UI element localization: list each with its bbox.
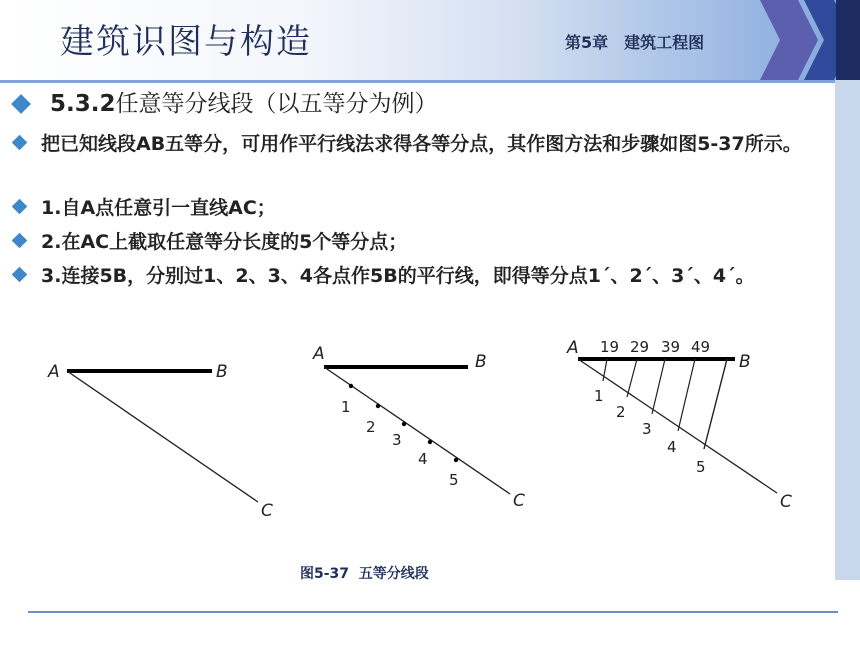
- parallel-line: [652, 359, 665, 414]
- parallel-line: [627, 359, 637, 397]
- label-point-2: 2: [366, 418, 376, 436]
- figure-caption: 图5-37 五等分线段: [300, 566, 429, 582]
- label-point-3: 3: [392, 431, 402, 449]
- label-point-5: 5: [696, 458, 706, 476]
- footer-rule: [28, 611, 838, 613]
- division-point: [454, 458, 458, 462]
- bullet-item: [14, 263, 804, 289]
- figure-5-37: [0, 330, 830, 560]
- bullet-diamond-icon: [12, 135, 28, 151]
- ray-ac: [67, 371, 258, 502]
- section-title: 任意等分线段（以五等分为例）: [115, 91, 438, 117]
- label-point-4-prime: 49: [691, 338, 711, 356]
- label-point-3: 3: [642, 420, 652, 438]
- label-a: A: [567, 338, 579, 358]
- label-c: C: [780, 492, 792, 512]
- figure-panel-1: [47, 362, 273, 521]
- section-number: 5.3.2: [50, 91, 116, 117]
- page-title: 建筑识图与构造: [60, 22, 312, 62]
- figure-panel-3: [566, 338, 792, 512]
- bullet-diamond-icon: [12, 199, 28, 215]
- connector-5b: [704, 359, 727, 449]
- label-a: A: [48, 362, 60, 382]
- division-point: [402, 422, 406, 426]
- header-rule: [0, 80, 835, 83]
- chevron-edge: [836, 0, 860, 80]
- bullet-diamond-icon: [12, 233, 28, 249]
- bullet-text: 1.自A点任意引一直线AC；: [41, 197, 276, 219]
- label-point-1-prime: 19: [600, 338, 620, 356]
- section-heading: [14, 88, 438, 120]
- chevron-decoration: [760, 0, 860, 80]
- label-point-1: 1: [594, 387, 604, 405]
- chevron-purple: [760, 0, 818, 80]
- division-point: [376, 404, 380, 408]
- label-c: C: [513, 491, 525, 511]
- label-point-3-prime: 39: [661, 338, 681, 356]
- label-point-4: 4: [418, 450, 428, 468]
- label-b: B: [739, 352, 751, 372]
- bullet-diamond-icon: [12, 267, 28, 283]
- label-point-5: 5: [449, 471, 459, 489]
- bullet-item: [14, 229, 407, 255]
- label-point-4: 4: [667, 438, 677, 456]
- bullet-text: 3.连接5B，分别过1、2、3、4各点作5B的平行线，即得等分点1´、2´、3´、4´。: [41, 265, 755, 287]
- parallel-line: [678, 359, 695, 431]
- division-point: [428, 440, 432, 444]
- label-point-2-prime: 29: [630, 338, 650, 356]
- ray-ac: [578, 359, 777, 493]
- figure-panel-2: [312, 344, 525, 511]
- section-heading-text: [50, 88, 438, 120]
- side-bar: [835, 80, 860, 580]
- label-point-1: 1: [341, 398, 351, 416]
- division-point: [349, 384, 353, 388]
- label-point-2: 2: [616, 403, 626, 421]
- label-a: A: [313, 344, 325, 364]
- bullet-text: 2.在AC上截取任意等分长度的5个等分点；: [41, 231, 408, 253]
- label-b: B: [475, 352, 487, 372]
- bullet-item: [14, 131, 804, 157]
- bullet-item: [14, 195, 276, 221]
- bullet-text: 把已知线段AB五等分，可用作平行线法求得各等分点，其作图方法和步骤如图5-37所示。: [41, 133, 802, 155]
- label-c: C: [261, 501, 273, 521]
- bullet-diamond-icon: [11, 94, 31, 114]
- label-b: B: [216, 362, 228, 382]
- chapter-label: 第5章 建筑工程图: [565, 33, 705, 52]
